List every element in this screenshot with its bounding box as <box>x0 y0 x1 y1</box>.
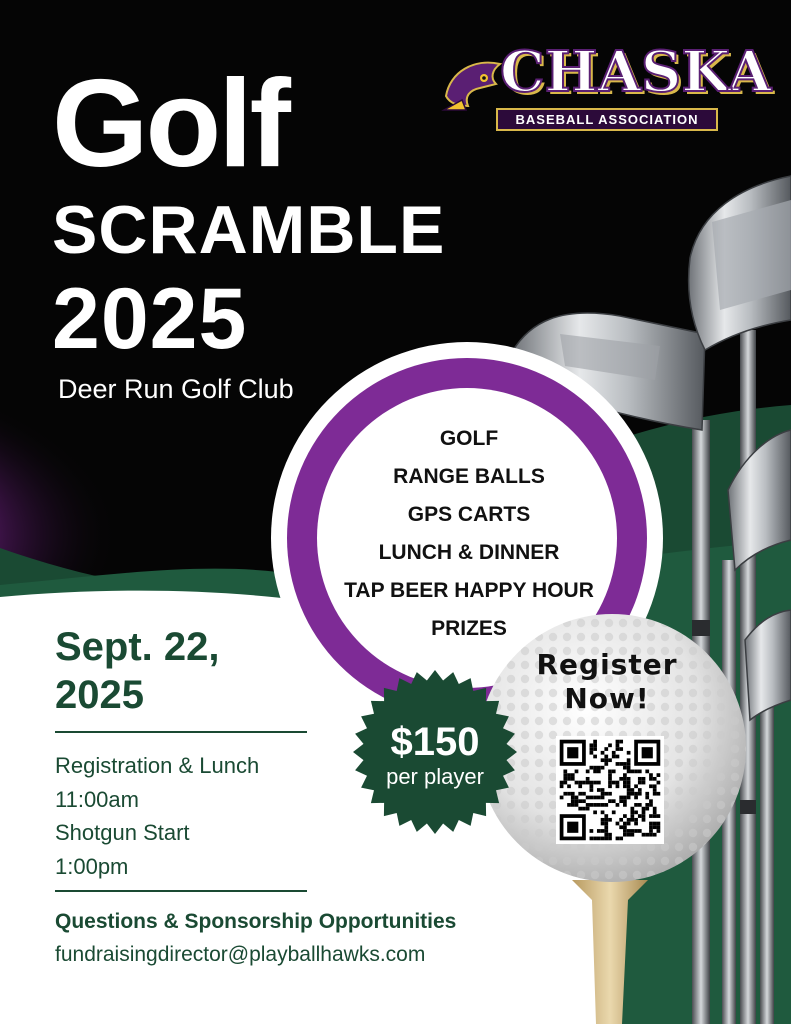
contact-heading: Questions & Sponsorship Opportunities <box>55 910 457 933</box>
venue-name: Deer Run Golf Club <box>58 374 294 404</box>
register-line2: Now! <box>564 681 650 715</box>
feature-item: PRIZES <box>431 617 507 640</box>
schedule-time: 11:00am <box>55 787 139 812</box>
divider <box>55 731 307 733</box>
feature-item: GPS CARTS <box>407 503 531 526</box>
feature-item: GOLF <box>439 427 499 450</box>
feature-item: LUNCH & DINNER <box>378 541 560 564</box>
schedule-time: 1:00pm <box>55 854 129 879</box>
contact-email-link[interactable]: fundraisingdirector@playballhawks.com <box>55 943 426 966</box>
event-date-line1: Sept. 22, <box>55 625 220 669</box>
qr-code-icon[interactable] <box>556 736 664 844</box>
schedule-label: Shotgun Start <box>55 820 190 845</box>
price-amount: $150 <box>390 720 480 764</box>
features-list <box>310 428 628 656</box>
logo-subtitle: BASEBALL ASSOCIATION <box>496 108 718 131</box>
feature-item: TAP BEER HAPPY HOUR <box>344 579 594 602</box>
register-heading <box>522 648 692 715</box>
price-unit: per player <box>386 764 484 789</box>
title-year: 2025 <box>52 271 248 367</box>
feature-item: RANGE BALLS <box>393 465 545 488</box>
title-golf: Golf <box>52 55 288 193</box>
register-line1: Register <box>536 648 678 681</box>
logo-wordmark: CHASKA <box>500 39 772 105</box>
event-date-line2: 2025 <box>55 673 144 717</box>
title-scramble: SCRAMBLE <box>52 192 446 268</box>
divider <box>55 890 307 892</box>
schedule-label: Registration & Lunch <box>55 753 260 778</box>
